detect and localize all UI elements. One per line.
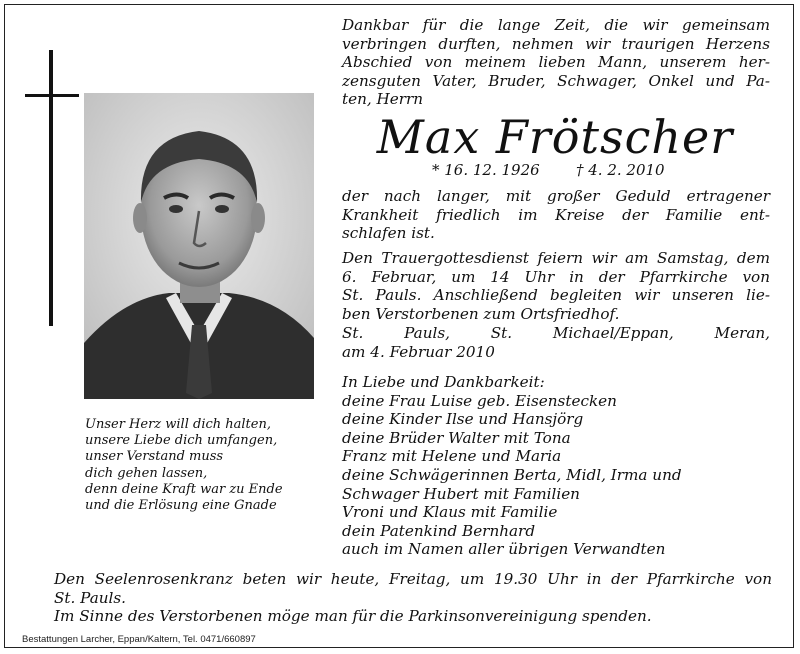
closing-line: Den Seelenrosenkranz beten wir heute, Freitag, um 19.30 Uhr in der Pfarrkirche von [54, 570, 772, 588]
paragraph-line: der nach langer, mit großer Geduld ertragener [342, 187, 770, 205]
paragraph-line: am 4. Februar 2010 [342, 342, 495, 361]
cross-icon-vertical [49, 50, 53, 326]
deceased-name: Max Frötscher [376, 110, 734, 164]
paragraph-line: Den Trauergottesdienst feiern wir am Samstag, dem [342, 249, 770, 267]
mourner-line: deine Kinder Ilse und Hansjörg [342, 410, 584, 429]
intro-line: Dankbar für die lange Zeit, die wir gemeinsam [342, 16, 770, 34]
mourner-line: Schwager Hubert mit Familien [342, 484, 580, 503]
mourner-line: In Liebe und Dankbarkeit: [342, 373, 545, 391]
closing-line: St. Pauls. [54, 588, 127, 607]
mourner-line: deine Frau Luise geb. Eisenstecken [342, 391, 617, 410]
birth-date: * 16. 12. 1926 [432, 161, 540, 179]
paragraph-line: ben Verstorbenen zum Ortsfriedhof. [342, 304, 620, 323]
paragraph-line: schlafen ist. [342, 224, 435, 243]
mourner-line: Franz mit Helene und Maria [342, 447, 562, 466]
poem-line: unsere Liebe dich umfangen, [85, 433, 278, 449]
poem-line: dich gehen lassen, [85, 465, 208, 481]
illness-paragraph [342, 187, 770, 243]
mourner-line: dein Patenkind Bernhard [342, 521, 536, 540]
paragraph-line: St. Pauls. Anschließend begleiten wir unseren lie- [342, 286, 770, 305]
paragraph-line: St. Pauls, St. Michael/Eppan, Meran, [342, 324, 770, 342]
paragraph-line: 6. Februar, um 14 Uhr in der Pfarrkirche von [342, 267, 770, 286]
cross-icon-horizontal [25, 94, 79, 97]
intro-line: Abschied von meinem lieben Mann, unserem her- [342, 53, 770, 72]
poem [85, 417, 320, 514]
portrait-illustration [84, 93, 314, 399]
poem-line: und die Erlösung eine Gnade [85, 498, 277, 514]
mourner-line: deine Brüder Walter mit Tona [342, 428, 571, 447]
intro-line: verbringen durften, nehmen wir traurigen Herzens [342, 34, 770, 53]
poem-line: denn deine Kraft war zu Ende [85, 481, 283, 497]
funeral-home-credit: Bestattungen Larcher, Eppan/Kaltern, Tel. 0471/660897 [22, 634, 256, 645]
poem-line: Unser Herz will dich halten, [85, 417, 271, 432]
intro-line: ten, Herrn [342, 90, 424, 109]
mourner-line: deine Schwägerinnen Berta, Midl, Irma und [342, 465, 682, 484]
portrait-photo [84, 93, 314, 399]
place-date [342, 324, 770, 361]
paragraph-line: Krankheit friedlich im Kreise der Familie ent- [342, 205, 770, 224]
mourner-line: Vroni und Klaus mit Familie [342, 503, 558, 522]
intro-line: zensguten Vater, Bruder, Schwager, Onkel und Pa- [342, 71, 770, 90]
intro-text [342, 16, 770, 109]
mourners-list [342, 373, 770, 559]
service-paragraph [342, 249, 770, 323]
death-date: † 4. 2. 2010 [576, 161, 665, 179]
closing-line: Im Sinne des Verstorbenen möge man für die Parkinsonvereinigung spenden. [54, 607, 652, 626]
closing-text [54, 570, 772, 626]
poem-line: unser Verstand muss [85, 449, 224, 465]
mourner-line: auch im Namen aller übrigen Verwandten [342, 540, 666, 559]
